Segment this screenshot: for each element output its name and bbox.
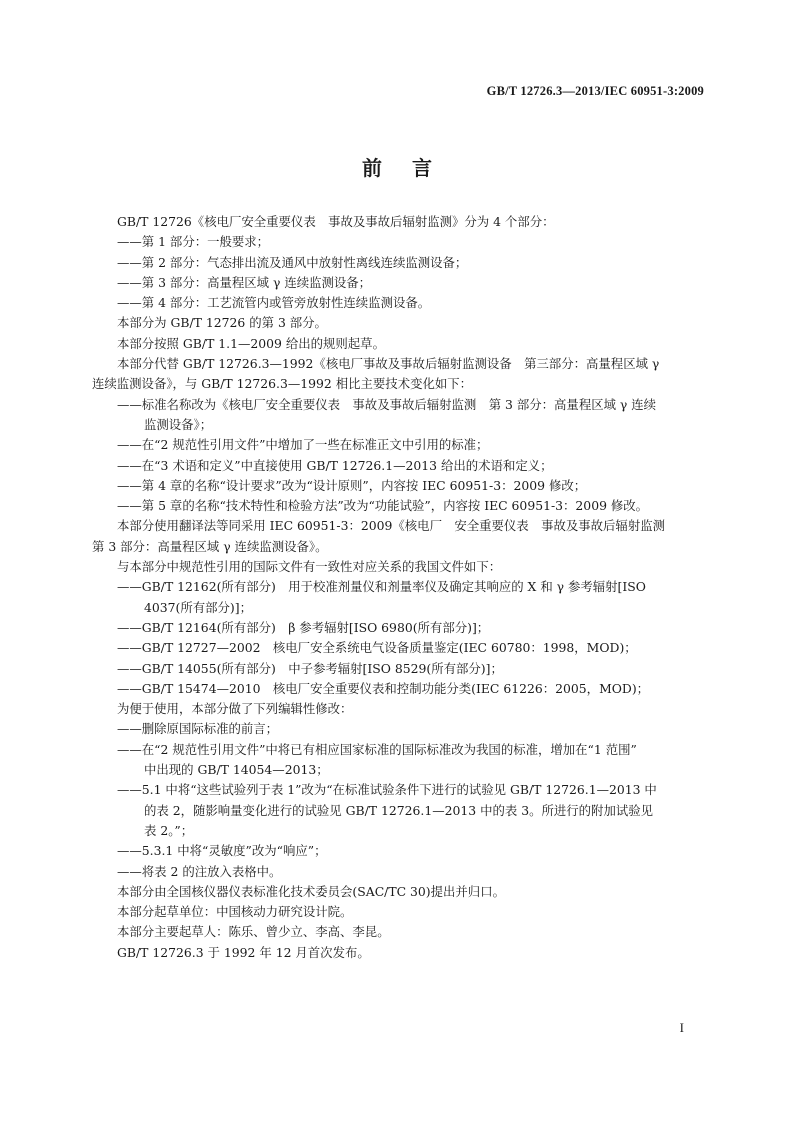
text-line: 本部分代替 GB/T 12726.3—1992《核电厂事故及事故后辐射监测设备 第三部分：高量程区域 γ xyxy=(117,356,660,372)
list-item: ——第 4 部分：工艺流管内或管旁放射性连续监测设备。 xyxy=(117,295,431,311)
list-item: ——GB/T 12162(所有部分) 用于校准剂量仪和剂量率仪及确定其响应的 X 和 γ 参考辐射[ISO xyxy=(117,579,646,595)
list-item-continuation: 4037(所有部分)]； xyxy=(144,599,252,615)
list-item: ——5.3.1 中将“灵敏度”改为“响应”； xyxy=(117,843,327,859)
list-item: ——第 3 部分：高量程区域 γ 连续监测设备； xyxy=(117,274,372,290)
text-line: 本部分由全国核仪器仪表标准化技术委员会(SAC/TC 30)提出并归口。 xyxy=(117,883,505,899)
page-number: I xyxy=(679,1020,684,1035)
list-item: ——5.1 中将“这些试验列于表 1”改为“在标准试验条件下进行的试验见 GB/T 12726.1—2013 中 xyxy=(117,782,657,798)
standard-code-header: GB/T 12726.3—2013/IEC 60951-3:2009 xyxy=(486,84,704,98)
text-line: 连续监测设备》，与 GB/T 12726.3—1992 相比主要技术变化如下： xyxy=(92,376,473,392)
list-item: ——GB/T 12164(所有部分) β 参考辐射[ISO 6980(所有部分)]； xyxy=(117,619,490,635)
text-line: 本部分起草单位：中国核动力研究设计院。 xyxy=(117,904,353,920)
list-item: ——将表 2 的注放入表格中。 xyxy=(117,863,282,879)
list-item: ——GB/T 14055(所有部分) 中子参考辐射[ISO 8529(所有部分)]； xyxy=(117,660,503,676)
list-item: ——在“2 规范性引用文件”中将已有相应国家标准的国际标准改为我国的标准，增加在“1 范围” xyxy=(117,741,637,757)
list-item-continuation: 的表 2，随影响量变化进行的试验见 GB/T 12726.1—2013 中的表 3。所进行的附加试验见 xyxy=(144,802,654,818)
list-item: ——第 4 章的名称“设计要求”改为“设计原则”，内容按 IEC 60951-3：2009 修改； xyxy=(117,477,587,493)
list-item: ——在“2 规范性引用文件”中增加了一些在标准正文中引用的标准； xyxy=(117,437,489,453)
list-item: ——标准名称改为《核电厂安全重要仪表 事故及事故后辐射监测 第 3 部分：高量程区域 γ 连续 xyxy=(117,396,657,412)
list-item: ——删除原国际标准的前言； xyxy=(117,721,279,737)
text-line: 本部分为 GB/T 12726 的第 3 部分。 xyxy=(117,315,327,331)
list-item: ——GB/T 12727—2002 核电厂安全系统电气设备质量鉴定(IEC 60780：1998，MOD)； xyxy=(117,640,637,656)
text-line: 本部分按照 GB/T 1.1—2009 给出的规则起草。 xyxy=(117,335,385,351)
text-line: 为便于使用，本部分做了下列编辑性修改： xyxy=(117,701,353,717)
text-line: 本部分使用翻译法等同采用 IEC 60951-3：2009《核电厂 安全重要仪表 事故及事故后辐射监测 xyxy=(117,518,665,534)
foreword-body xyxy=(92,212,704,963)
list-item: ——在“3 术语和定义”中直接使用 GB/T 12726.1—2013 给出的术语和定义； xyxy=(117,457,553,473)
list-item: ——第 1 部分：一般要求； xyxy=(117,234,270,250)
list-item-continuation: 表 2。”； xyxy=(144,822,194,838)
list-item: ——第 5 章的名称“技术特性和检验方法”改为“功能试验”，内容按 IEC 60951-3：2009 修改。 xyxy=(117,498,649,514)
text-line: 第 3 部分：高量程区域 γ 连续监测设备》。 xyxy=(92,538,328,554)
list-item: ——第 2 部分：气态排出流及通风中放射性离线连续监测设备； xyxy=(117,254,468,270)
text-line: GB/T 12726.3 于 1992 年 12 月首次发布。 xyxy=(117,944,370,960)
page-title: 前言 xyxy=(362,156,462,180)
list-item-continuation: 中出现的 GB/T 14054—2013； xyxy=(144,762,329,778)
list-item: ——GB/T 15474—2010 核电厂安全重要仪表和控制功能分类(IEC 61226：2005，MOD)； xyxy=(117,680,650,696)
text-line: 本部分主要起草人：陈乐、曾少立、李高、李昆。 xyxy=(117,924,390,940)
list-item-continuation: 监测设备》； xyxy=(144,416,213,432)
text-line: GB/T 12726《核电厂安全重要仪表 事故及事故后辐射监测》分为 4 个部分： xyxy=(117,214,555,229)
text-line: 与本部分中规范性引用的国际文件有一致性对应关系的我国文件如下： xyxy=(117,559,502,575)
